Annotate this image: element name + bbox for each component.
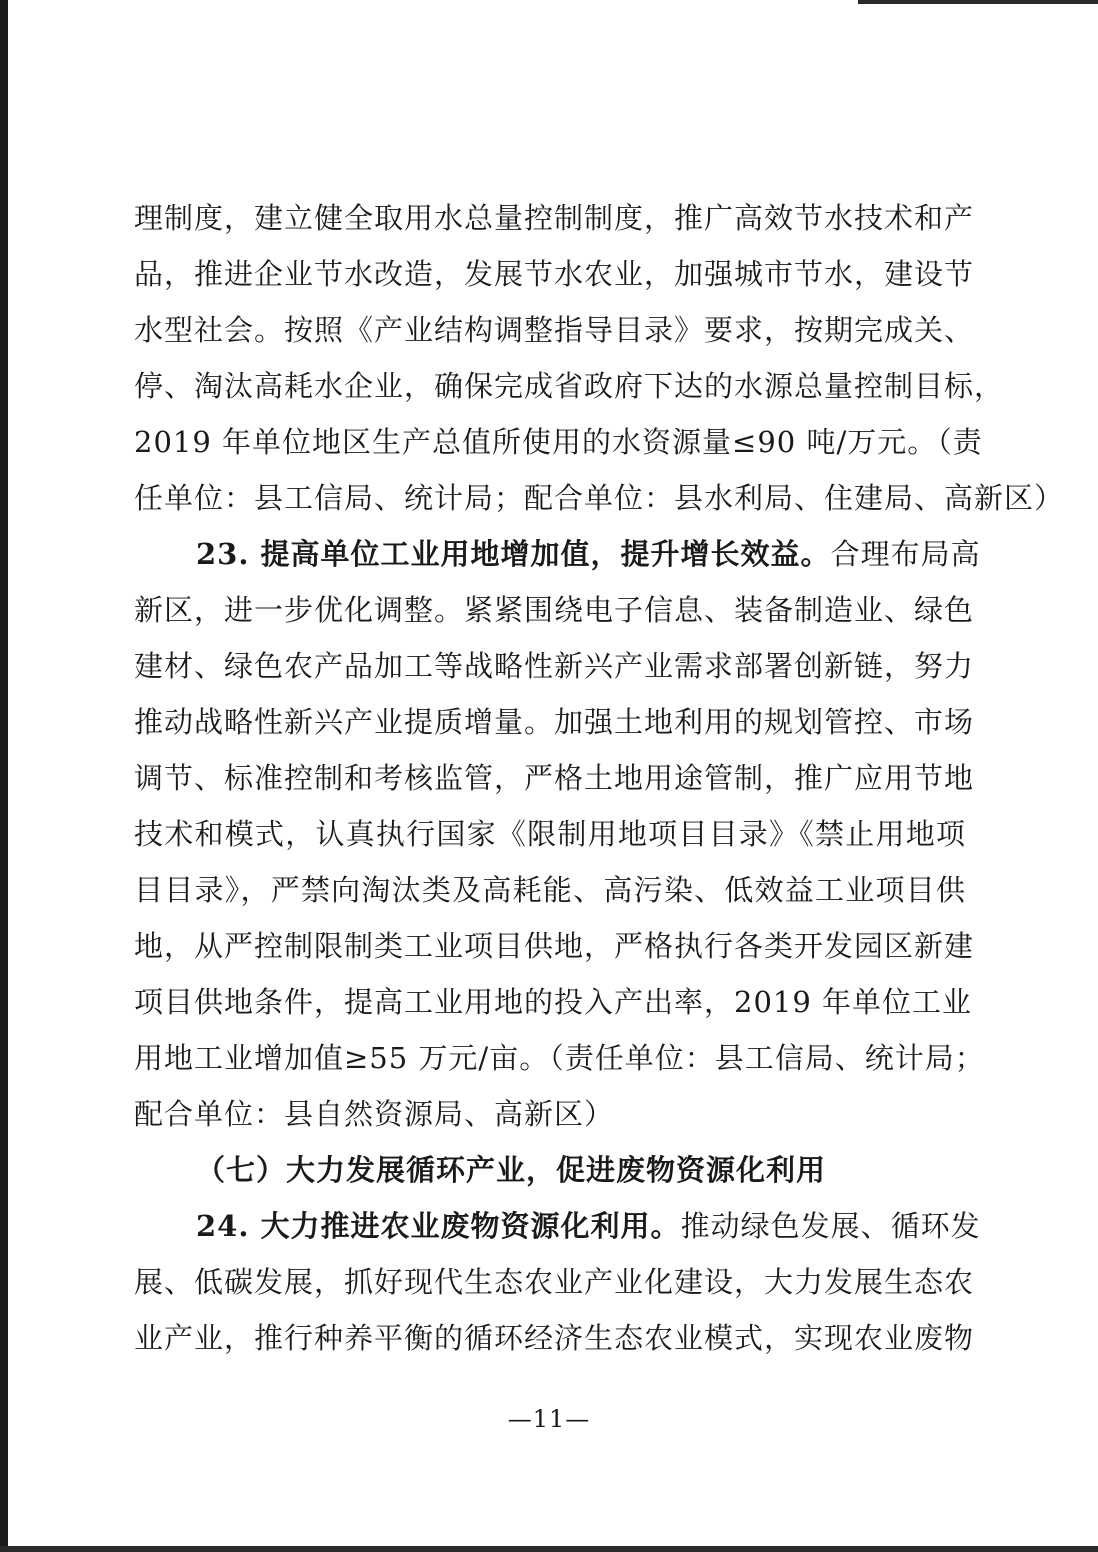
text-line: 业产业，推行种养平衡的循环经济生态农业模式，实现农业废物 — [134, 1321, 975, 1355]
item-24-text: 推动绿色发展、循环发 — [680, 1209, 981, 1243]
text-line: 推动战略性新兴产业提质增量。加强土地利用的规划管控、市场 — [134, 705, 975, 739]
item-24-first-line — [134, 1198, 981, 1254]
text-line: 2019 年单位地区生产总值所使用的水资源量≤90 吨/万元。（责 — [134, 425, 983, 459]
text-line: 地，从严控制限制类工业项目供地，严格执行各类开发园区新建 — [134, 929, 975, 963]
scan-top-edge — [858, 0, 1098, 4]
text-line: 项目供地条件，提高工业用地的投入产出率，2019 年单位工业 — [134, 985, 973, 1019]
text-line: 调节、标准控制和考核监管，严格土地用途管制，推广应用节地 — [134, 761, 975, 795]
text-line: 新区，进一步优化调整。紧紧围绕电子信息、装备制造业、绿色 — [134, 593, 975, 627]
text-line: 配合单位：县自然资源局、高新区） — [134, 1097, 615, 1131]
text-line: 任单位：县工信局、统计局；配合单位：县水利局、住建局、高新区） — [134, 481, 1065, 515]
text-line: 理制度，建立健全取用水总量控制制度，推广高效节水技术和产 — [134, 201, 975, 235]
text-line: 建材、绿色农产品加工等战略性新兴产业需求部署创新链，努力 — [134, 649, 975, 683]
text-line: 目目录》，严禁向淘汰类及高耗能、高污染、低效益工业项目供 — [134, 873, 966, 907]
text-line: 用地工业增加值≥55 万元/亩。（责任单位：县工信局、统计局； — [134, 1041, 985, 1075]
text-line: 停、淘汰高耗水企业，确保完成省政府下达的水源总量控制目标， — [134, 369, 1005, 403]
text-line: 技术和模式，认真执行国家《限制用地项目目录》《禁止用地项 — [134, 817, 966, 851]
document-body — [134, 190, 1065, 1366]
text-line: 品，推进企业节水改造，发展节水农业，加强城市节水，建设节 — [134, 257, 975, 291]
item-23-first-line — [134, 526, 981, 582]
text-line: 水型社会。按照《产业结构调整指导目录》要求，按期完成关、 — [134, 313, 975, 347]
item-24-title: 24. 大力推进农业废物资源化利用。 — [196, 1209, 681, 1243]
item-23-text: 合理布局高 — [830, 537, 981, 571]
text-line: 展、低碳发展，抓好现代生态农业产业化建设，大力发展生态农 — [134, 1265, 975, 1299]
item-23-title: 23. 提高单位工业用地增加值，提升增长效益。 — [196, 537, 831, 571]
scan-left-edge — [0, 0, 8, 1552]
page-number: —11— — [507, 1405, 591, 1433]
section-heading: （七）大力发展循环产业，促进废物资源化利用 — [196, 1153, 827, 1187]
scan-bottom-edge — [0, 1546, 1098, 1552]
